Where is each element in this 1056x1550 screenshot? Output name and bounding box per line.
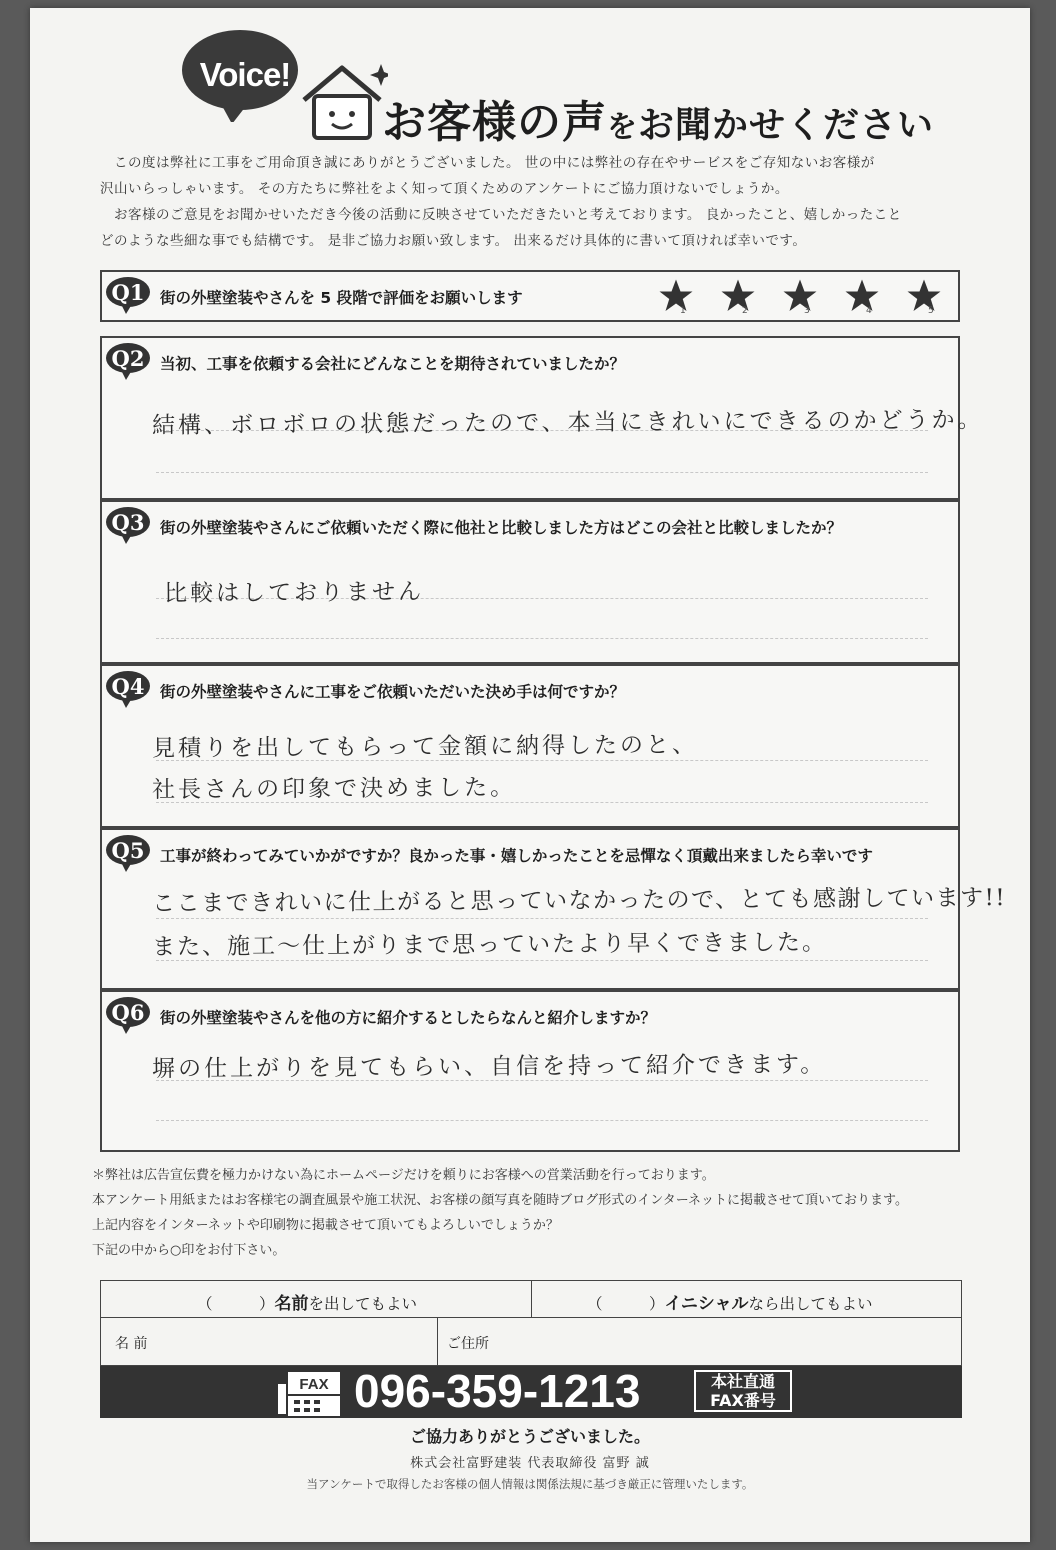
question-3-text: 街の外壁塗装やさんにご依頼いただく際に他社と比較しました方はどこの会社と比較しましたか？: [160, 519, 843, 537]
question-badge: Q5: [106, 834, 154, 868]
intro-text: この度は弊社に工事をご用命頂き誠にありがとうございました。 世の中には弊社の存在やサービスをご存知ないお客様が 沢山いらっしゃいます。 その方たちに弊社をよく知って頂くためのアンケートにご協力頂けないでしょうか。 お客様のご意見をお聞かせいただき今後の活動に反映させていただきたいと考えております。 良かったこと、嬉しかったこと どのような些細な事でも結構です。 是非ご協力お願い致します。 出来るだけ具体的に書いて頂ければ幸いです。: [100, 155, 902, 249]
question-1-text: 街の外壁塗装やさんを 5 段階で評価をお願いします: [160, 289, 523, 307]
question-4-text: 街の外壁塗装やさんに工事をご依頼いただいた決め手は何ですか？: [160, 683, 626, 701]
answer-5-line-2[interactable]: また、施工～仕上がりまで思っていたより早くできました。: [151, 929, 828, 961]
question-1-box: [100, 270, 960, 322]
privacy-notice: 当アンケートで取得したお客様の個人情報は関係法規に基づき厳正に管理いたします。: [306, 1477, 754, 1491]
fax-number[interactable]: 096-359-1213: [354, 1365, 641, 1417]
option-initial-ok[interactable]: （ ）イニシャルなら出してもよい: [587, 1294, 873, 1314]
question-badge: Q1: [106, 276, 154, 310]
question-5-box: [100, 828, 1007, 990]
star-5-icon[interactable]: 5: [906, 278, 946, 318]
question-badge: Q4: [106, 670, 154, 704]
name-field-label: 名 前: [115, 1336, 148, 1352]
question-2-box: [100, 336, 984, 500]
thanks-message: ご協力ありがとうございました。: [409, 1427, 650, 1446]
star-3-icon[interactable]: 3: [782, 278, 822, 318]
question-2-text: 当初、工事を依頼する会社にどんなことを期待されていましたか？: [160, 355, 626, 373]
question-3-box: [100, 500, 960, 664]
consent-table: [100, 1280, 962, 1366]
star-4-icon[interactable]: 4: [844, 278, 884, 318]
fax-icon-label: FAX: [299, 1376, 329, 1393]
survey-sheet: [30, 8, 1030, 1542]
answer-4-line-2[interactable]: 社長さんの印象で決めました。: [151, 774, 517, 804]
voice-label: Voice!: [199, 56, 291, 93]
question-6-text: 街の外壁塗装やさんを他の方に紹介するとしたらなんと紹介しますか？: [160, 1009, 657, 1027]
house-icon: [298, 60, 388, 144]
fax-machine-icon: [278, 1368, 342, 1418]
fax-direct-badge: 本社直通 FAX番号: [694, 1370, 792, 1412]
question-badge: Q6: [106, 996, 154, 1030]
publication-notes: ＊弊社は広告宣伝費を極力かけない為にホームページだけを頼りにお客様への営業活動を行っております。 本アンケート用紙またはお客様宅の調査風景や施工状況、お客様の顔写真を随時ブログ形式のインターネットに掲載させて頂いております。 上記内容をインターネットや印刷物に掲載させて頂いてもよろしいでしょうか？ 下記の中から○印をお付下さい。: [92, 1168, 909, 1258]
company-signature: 株式会社富野建装 代表取締役 富野 誠: [410, 1456, 650, 1471]
question-badge: Q3: [106, 506, 154, 540]
fax-bar: [100, 1366, 962, 1418]
star-2-icon[interactable]: 2: [720, 278, 760, 318]
option-name-ok[interactable]: （ ）名前を出してもよい: [197, 1294, 418, 1314]
answer-5-line-1[interactable]: ここまできれいに仕上がると思っていなかったので、とても感謝しています!!: [151, 885, 1007, 917]
star-1-icon[interactable]: 1: [658, 278, 698, 318]
answer-4-line-1[interactable]: 見積りを出してもらって金額に納得したのと、: [151, 732, 699, 762]
question-4-box: [100, 664, 960, 828]
answer-3-line-1[interactable]: 比較はしておりません: [163, 579, 425, 607]
address-field-label: ご住所: [447, 1336, 489, 1352]
question-5-text: 工事が終わってみていかがですか？良かった事・嬉しかったことを忌憚なく頂戴出来ましたら幸いです: [160, 847, 873, 865]
question-6-box: [100, 990, 960, 1152]
page-title: お客様の声をお聞かせください: [382, 97, 935, 148]
question-badge: Q2: [106, 342, 154, 376]
answer-2-line-1[interactable]: 結構、ボロボロの状態だったので、本当にきれいにできるのかどうか。: [151, 407, 984, 439]
answer-6-line-1[interactable]: 塀の仕上がりを見てもらい、自信を持って紹介できます。: [151, 1051, 827, 1083]
